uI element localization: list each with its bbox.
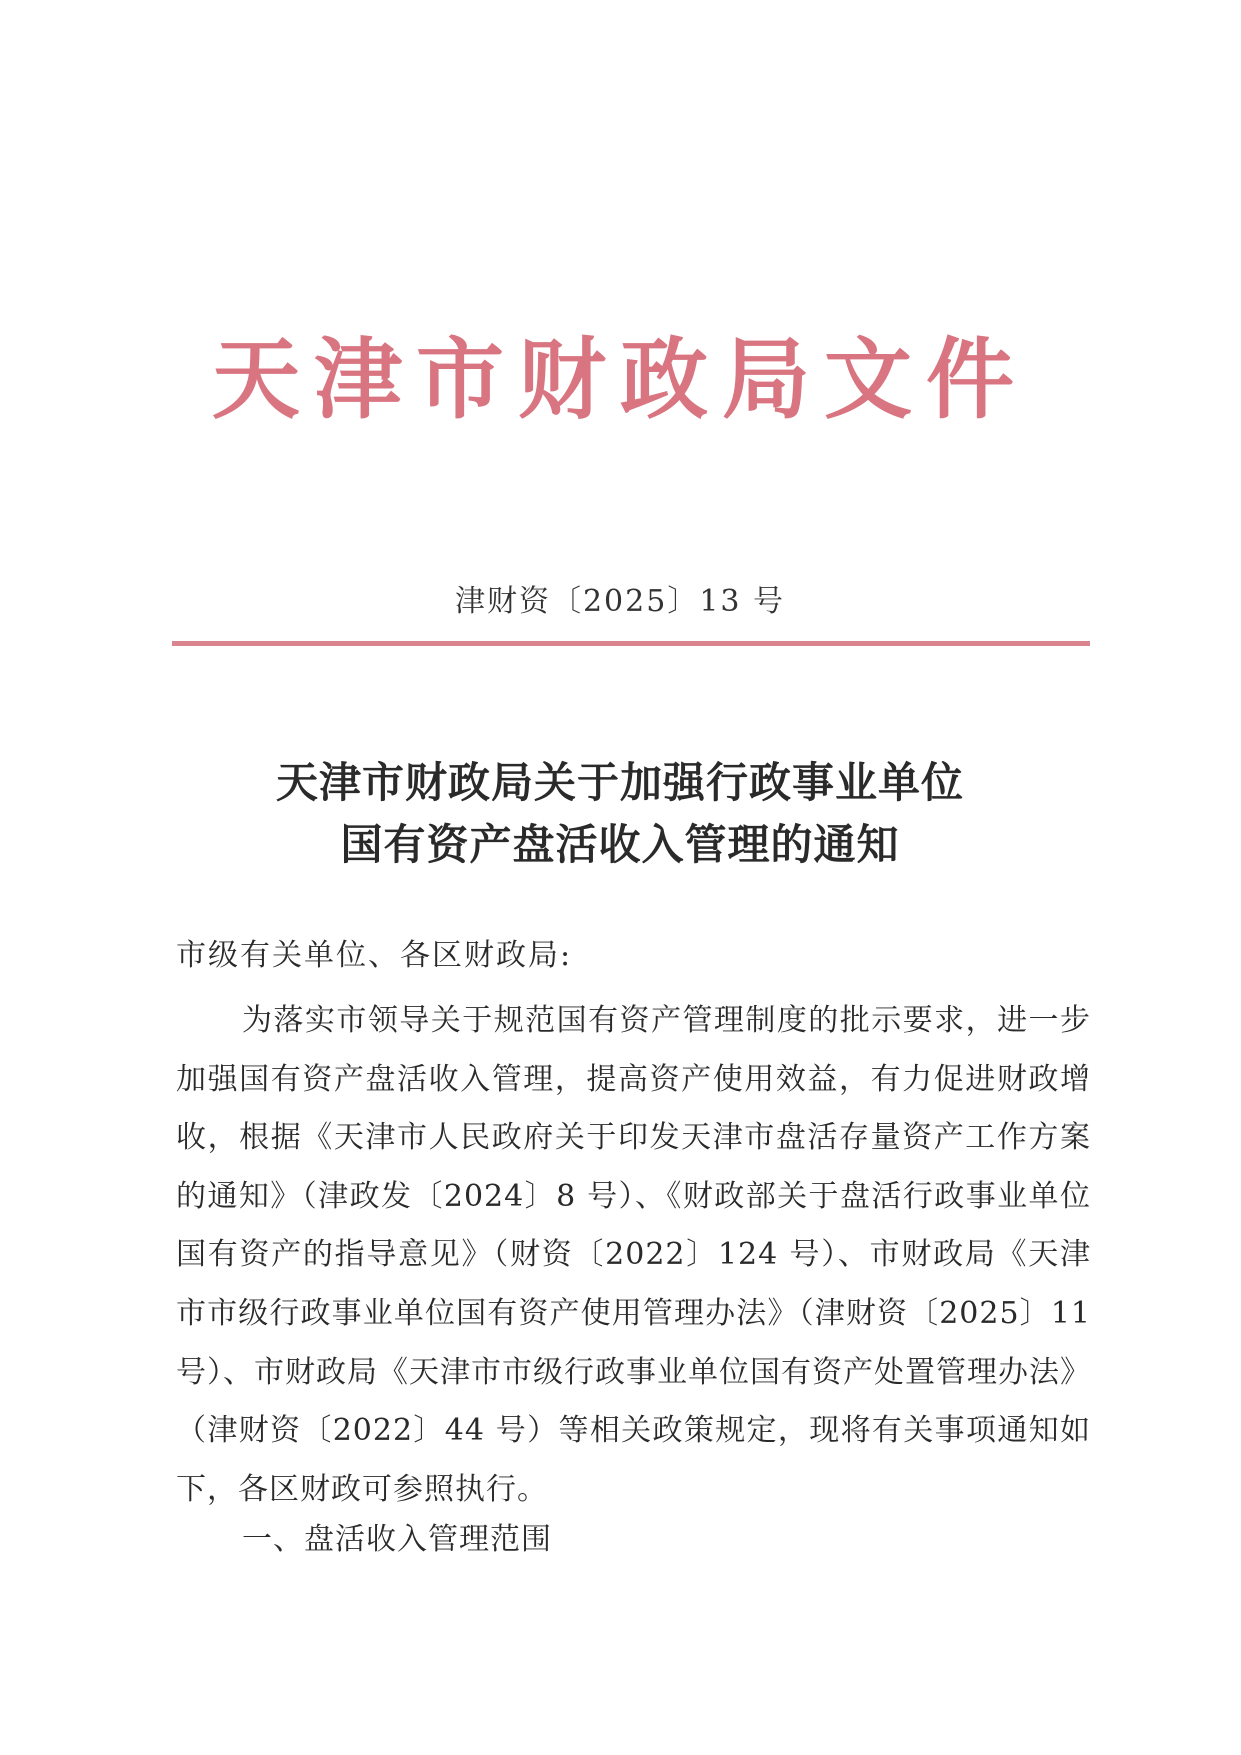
document-title-line-2: 国有资产盘活收入管理的通知 <box>340 820 900 869</box>
document-title <box>150 752 1090 876</box>
document-number: 津财资〔2025〕13 号 <box>454 584 786 619</box>
document-title-line-1: 天津市财政局关于加强行政事业单位 <box>275 758 964 807</box>
salutation: 市级有关单位、各区财政局: <box>176 938 573 973</box>
body-paragraph: 为落实市领导关于规范国有资产管理制度的批示要求，进一步加强国有资产盘活收入管理，提高资产使用效益，有力促进财政增收，根据《天津市人民政府关于印发天津市盘活存量资产工作方案的通知》（津政发〔2024〕8 号）、《财政部关于盘活行政事业单位国有资产的指导意见》（财资〔2022〕124 号）、市财政局《天津市市级行政事业单位国有资产使用管理办法》（津财资〔2025〕11 号）、市财政局《天津市市级行政事业单位国有资产处置管理办法》（津财资〔2022〕44 号）等相关政策规定，现将有关事项通知如下，各区财政可参照执行。 <box>176 1003 1091 1507</box>
issuing-authority-header: 天津市财政局文件 <box>211 328 1028 431</box>
red-divider-line <box>172 641 1090 646</box>
section-heading-1: 一、盘活收入管理范围 <box>242 1522 552 1557</box>
